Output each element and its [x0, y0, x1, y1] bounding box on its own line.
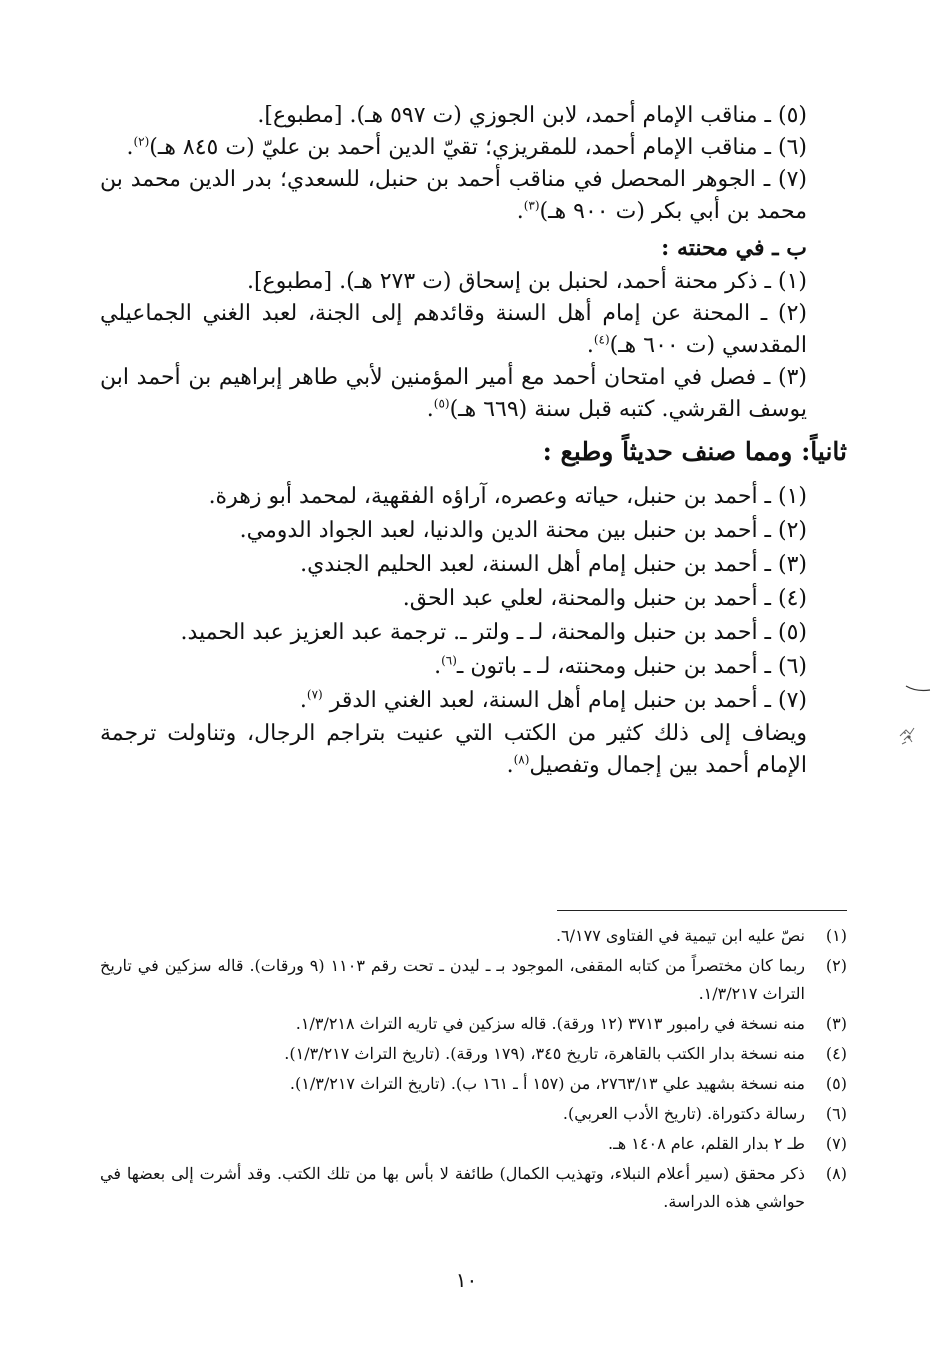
intro-item-6: (٦) ـ مناقب الإمام أحمد، للمقريزي؛ تقيّ الدين أحمد بن عليّ (ت ٨٤٥ هـ)$^{(٢)}$. — [126, 134, 807, 160]
intro-item-7: (٧) ـ الجوهر المحصل في مناقب أحمد بن حنبل، للسعدي؛ بدر الدين محمد بن محمد بن أبي بكر (ت ٩٠٠ هـ)$^{(٣)}$. — [100, 167, 807, 224]
section-heading-modern: ثانياً: ومما صنف حديثاً وطبع : — [542, 437, 847, 466]
modern-item: (٧) ـ أحمد بن حنبل إمام أهل السنة، لعبد الغني الدقر $^{(٧)}$. — [299, 687, 807, 713]
footnote-8: (٨) ذكر محقق (سير أعلام النبلاء، وتهذيب الكمال) طائفة لا بأس بها من تلك الكتب. وقد أشرت إلى بعضها في حواشي هذه الدراسة. — [100, 1164, 847, 1211]
footnote-ref: (٢) — [133, 134, 150, 149]
footnote-separator — [557, 910, 847, 911]
footnote-ref: (٨) — [513, 752, 530, 767]
footnote-6: (٦) رسالة دكتوراة. (تاريخ الأدب العربي). — [562, 1104, 847, 1123]
footnote-ref: (٦) — [441, 653, 457, 668]
footnote-2: (٢) ربما كان مختصراً من كتابه المقفى، الموجود بـ ـ ليدن ـ تحت رقم ١١٠٣ (٩ ورقات). قاله سزكين في تاريخ التراث ١/٣/٢١٧. — [100, 956, 847, 1003]
footnote-ref: (٥) — [433, 396, 450, 411]
main-text — [100, 100, 847, 782]
margin-line-mark — [904, 680, 932, 696]
footnote-1: (١) نصّ عليه ابن تيمية في الفتاوى ٦/١٧٧. — [555, 926, 847, 945]
modern-item: (٤) ـ أحمد بن حنبل والمحنة، لعلي عبد الحق. — [402, 586, 807, 611]
closing-paragraph: ويضاف إلى ذلك كثير من الكتب التي عنيت بتراجم الرجال، وتناولت ترجمة الإمام أحمد بين إجمال وتفصيل$^{(٨)}$. — [100, 721, 807, 778]
footnote-ref: (٧) — [306, 687, 323, 702]
modern-item: (٢) ـ أحمد بن حنبل بين محنة الدين والدنيا، لعبد الجواد الدومي. — [239, 518, 807, 543]
footnote-ref: (٤) — [593, 332, 610, 347]
margin-smudge-mark — [894, 722, 920, 750]
footnote-3: (٣) منه نسخة في رامبور ٣٧١٣ (١٢ ورقة). قاله سزكين في تاريه التراث ١/٣/٢١٨. — [295, 1014, 847, 1033]
footnote-5: (٥) منه نسخة بشهيد علي ٢٧٦٣/١٣، من (١٥٧ أ ـ ١٦١ ب). (تاريخ التراث ١/٣/٢١٧). — [289, 1074, 847, 1093]
modern-item: (١) ـ أحمد بن حنبل، حياته وعصره، آراؤه الفقهية، لمحمد أبو زهرة. — [208, 484, 807, 509]
page-number: ١٠ — [455, 1268, 478, 1292]
footnote-7: (٧) طـ ٢ بدار القلم، عام ١٤٠٨ هـ. — [608, 1134, 847, 1153]
modern-item: (٦) ـ أحمد بن حنبل ومحنته، لـ ـ باتون ـ$^{(٦)}$. — [434, 653, 807, 679]
modern-item: (٥) ـ أحمد بن حنبل والمحنة، لـ ـ ولتر ـ. ترجمة عبد العزيز عبد الحميد. — [180, 620, 807, 645]
mihna-item-2: (٢) ـ المحنة عن إمام أهل السنة وقائدهم إلى الجنة، لعبد الغني الجماعيلي المقدسي (ت ٦٠٠ هـ)$^{(٤)}$. — [100, 301, 807, 358]
footnote-4: (٤) منه نسخة بدار الكتب بالقاهرة، تاريخ ٣٤٥، (١٧٩ ورقة). (تاريخ التراث ١/٣/٢١٧). — [284, 1044, 847, 1063]
modern-item: (٣) ـ أحمد بن حنبل إمام أهل السنة، لعبد الحليم الجندي. — [300, 552, 807, 577]
subheading-mihna: ب ـ في محنته : — [661, 235, 807, 261]
mihna-item-3: (٣) ـ فصل في امتحان أحمد مع أمير المؤمنين لأبي طاهر إبراهيم بن أحمد ابن يوسف القرشي. كتبه قبل سنة (٦٦٩ هـ)$^{(٥)}$. — [100, 365, 807, 422]
intro-item-5: (٥) ـ مناقب الإمام أحمد، لابن الجوزي (ت ٥٩٧ هـ). [مطبوع]. — [257, 103, 807, 128]
mihna-item-1: (١) ـ ذكر محنة أحمد، لحنبل بن إسحاق (ت ٢٧٣ هـ). [مطبوع]. — [246, 269, 807, 294]
footnote-ref: (٣) — [523, 198, 540, 213]
footnotes — [100, 922, 847, 1218]
modern-works-list — [100, 480, 847, 718]
